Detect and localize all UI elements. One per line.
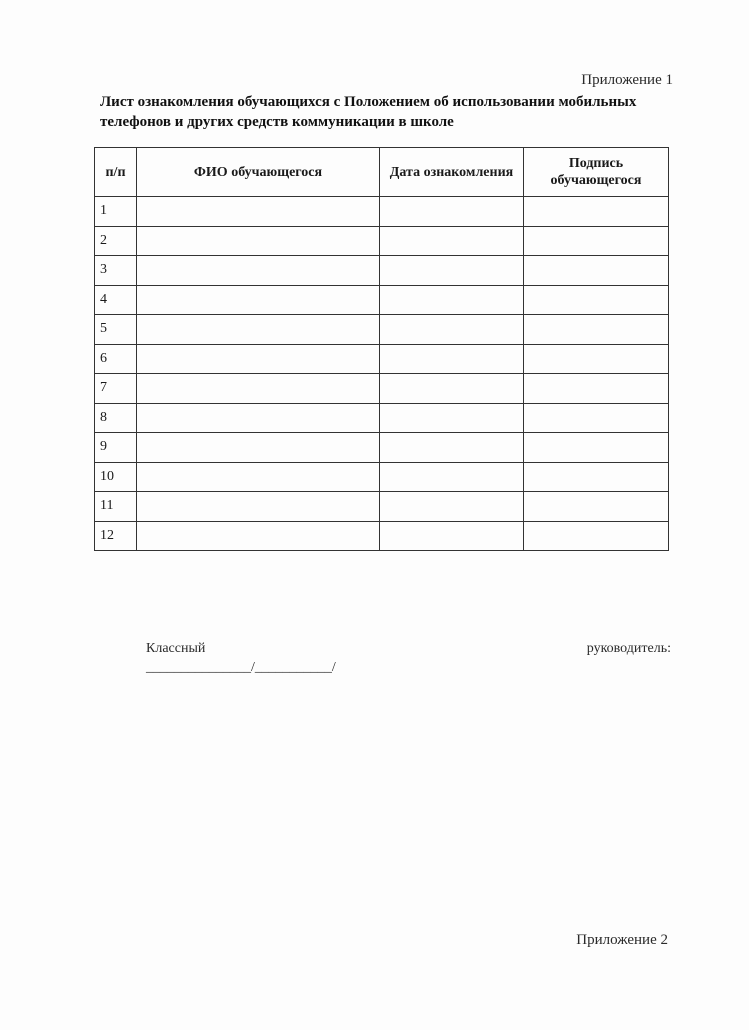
row-number-cell: 9 [95, 433, 137, 463]
row-number-cell: 5 [95, 315, 137, 345]
header-student-name: ФИО обучающегося [137, 148, 380, 197]
student-name-cell [137, 374, 380, 404]
date-cell [380, 433, 524, 463]
signature-cell [524, 256, 669, 286]
signature-cell [524, 492, 669, 522]
signature-cell [524, 403, 669, 433]
signature-cell [524, 226, 669, 256]
header-date: Дата ознакомления [380, 148, 524, 197]
signature-cell [524, 285, 669, 315]
row-number-cell: 1 [95, 197, 137, 227]
table-row [95, 315, 669, 345]
signature-label-right: руководитель: [586, 641, 671, 656]
document-title: Лист ознакомления обучающихся с Положением об использовании мобильных телефонов и других средств коммуникации в школе [100, 94, 637, 130]
table-header-row [95, 148, 669, 197]
date-cell [380, 197, 524, 227]
student-name-cell [137, 256, 380, 286]
date-cell [380, 521, 524, 551]
table-row [95, 462, 669, 492]
table-row [95, 226, 669, 256]
appendix-label-bottom: Приложение 2 [576, 932, 668, 948]
signature-cell [524, 462, 669, 492]
date-cell [380, 344, 524, 374]
table-row [95, 374, 669, 404]
row-number-cell: 7 [95, 374, 137, 404]
date-cell [380, 374, 524, 404]
table-row [95, 433, 669, 463]
header-signature: Подпись обучающегося [524, 148, 669, 197]
row-number-cell: 12 [95, 521, 137, 551]
table-body [95, 197, 669, 551]
student-name-cell [137, 403, 380, 433]
student-name-cell [137, 521, 380, 551]
header-number: п/п [95, 148, 137, 197]
signature-cell [524, 433, 669, 463]
date-cell [380, 256, 524, 286]
date-cell [380, 285, 524, 315]
row-number-cell: 8 [95, 403, 137, 433]
row-number-cell: 4 [95, 285, 137, 315]
date-cell [380, 226, 524, 256]
signature-cell [524, 197, 669, 227]
table-row [95, 256, 669, 286]
row-number-cell: 3 [95, 256, 137, 286]
student-name-cell [137, 344, 380, 374]
student-name-cell [137, 433, 380, 463]
date-cell [380, 315, 524, 345]
signature-cell [524, 374, 669, 404]
table-row [95, 521, 669, 551]
student-name-cell [137, 462, 380, 492]
row-number-cell: 6 [95, 344, 137, 374]
student-name-cell [137, 226, 380, 256]
table-row [95, 344, 669, 374]
table-row [95, 492, 669, 522]
signature-label-left: Классный [146, 641, 206, 656]
student-name-cell [137, 492, 380, 522]
table-row [95, 197, 669, 227]
row-number-cell: 2 [95, 226, 137, 256]
appendix-label-top: Приложение 1 [581, 72, 673, 88]
acknowledgement-table [94, 147, 669, 551]
student-name-cell [137, 197, 380, 227]
signature-cell [524, 521, 669, 551]
table-row [95, 403, 669, 433]
signature-cell [524, 344, 669, 374]
student-name-cell [137, 315, 380, 345]
row-number-cell: 11 [95, 492, 137, 522]
signature-line: _______________/___________/ [146, 660, 336, 675]
signature-cell [524, 315, 669, 345]
table-row [95, 285, 669, 315]
date-cell [380, 492, 524, 522]
row-number-cell: 10 [95, 462, 137, 492]
date-cell [380, 462, 524, 492]
date-cell [380, 403, 524, 433]
student-name-cell [137, 285, 380, 315]
